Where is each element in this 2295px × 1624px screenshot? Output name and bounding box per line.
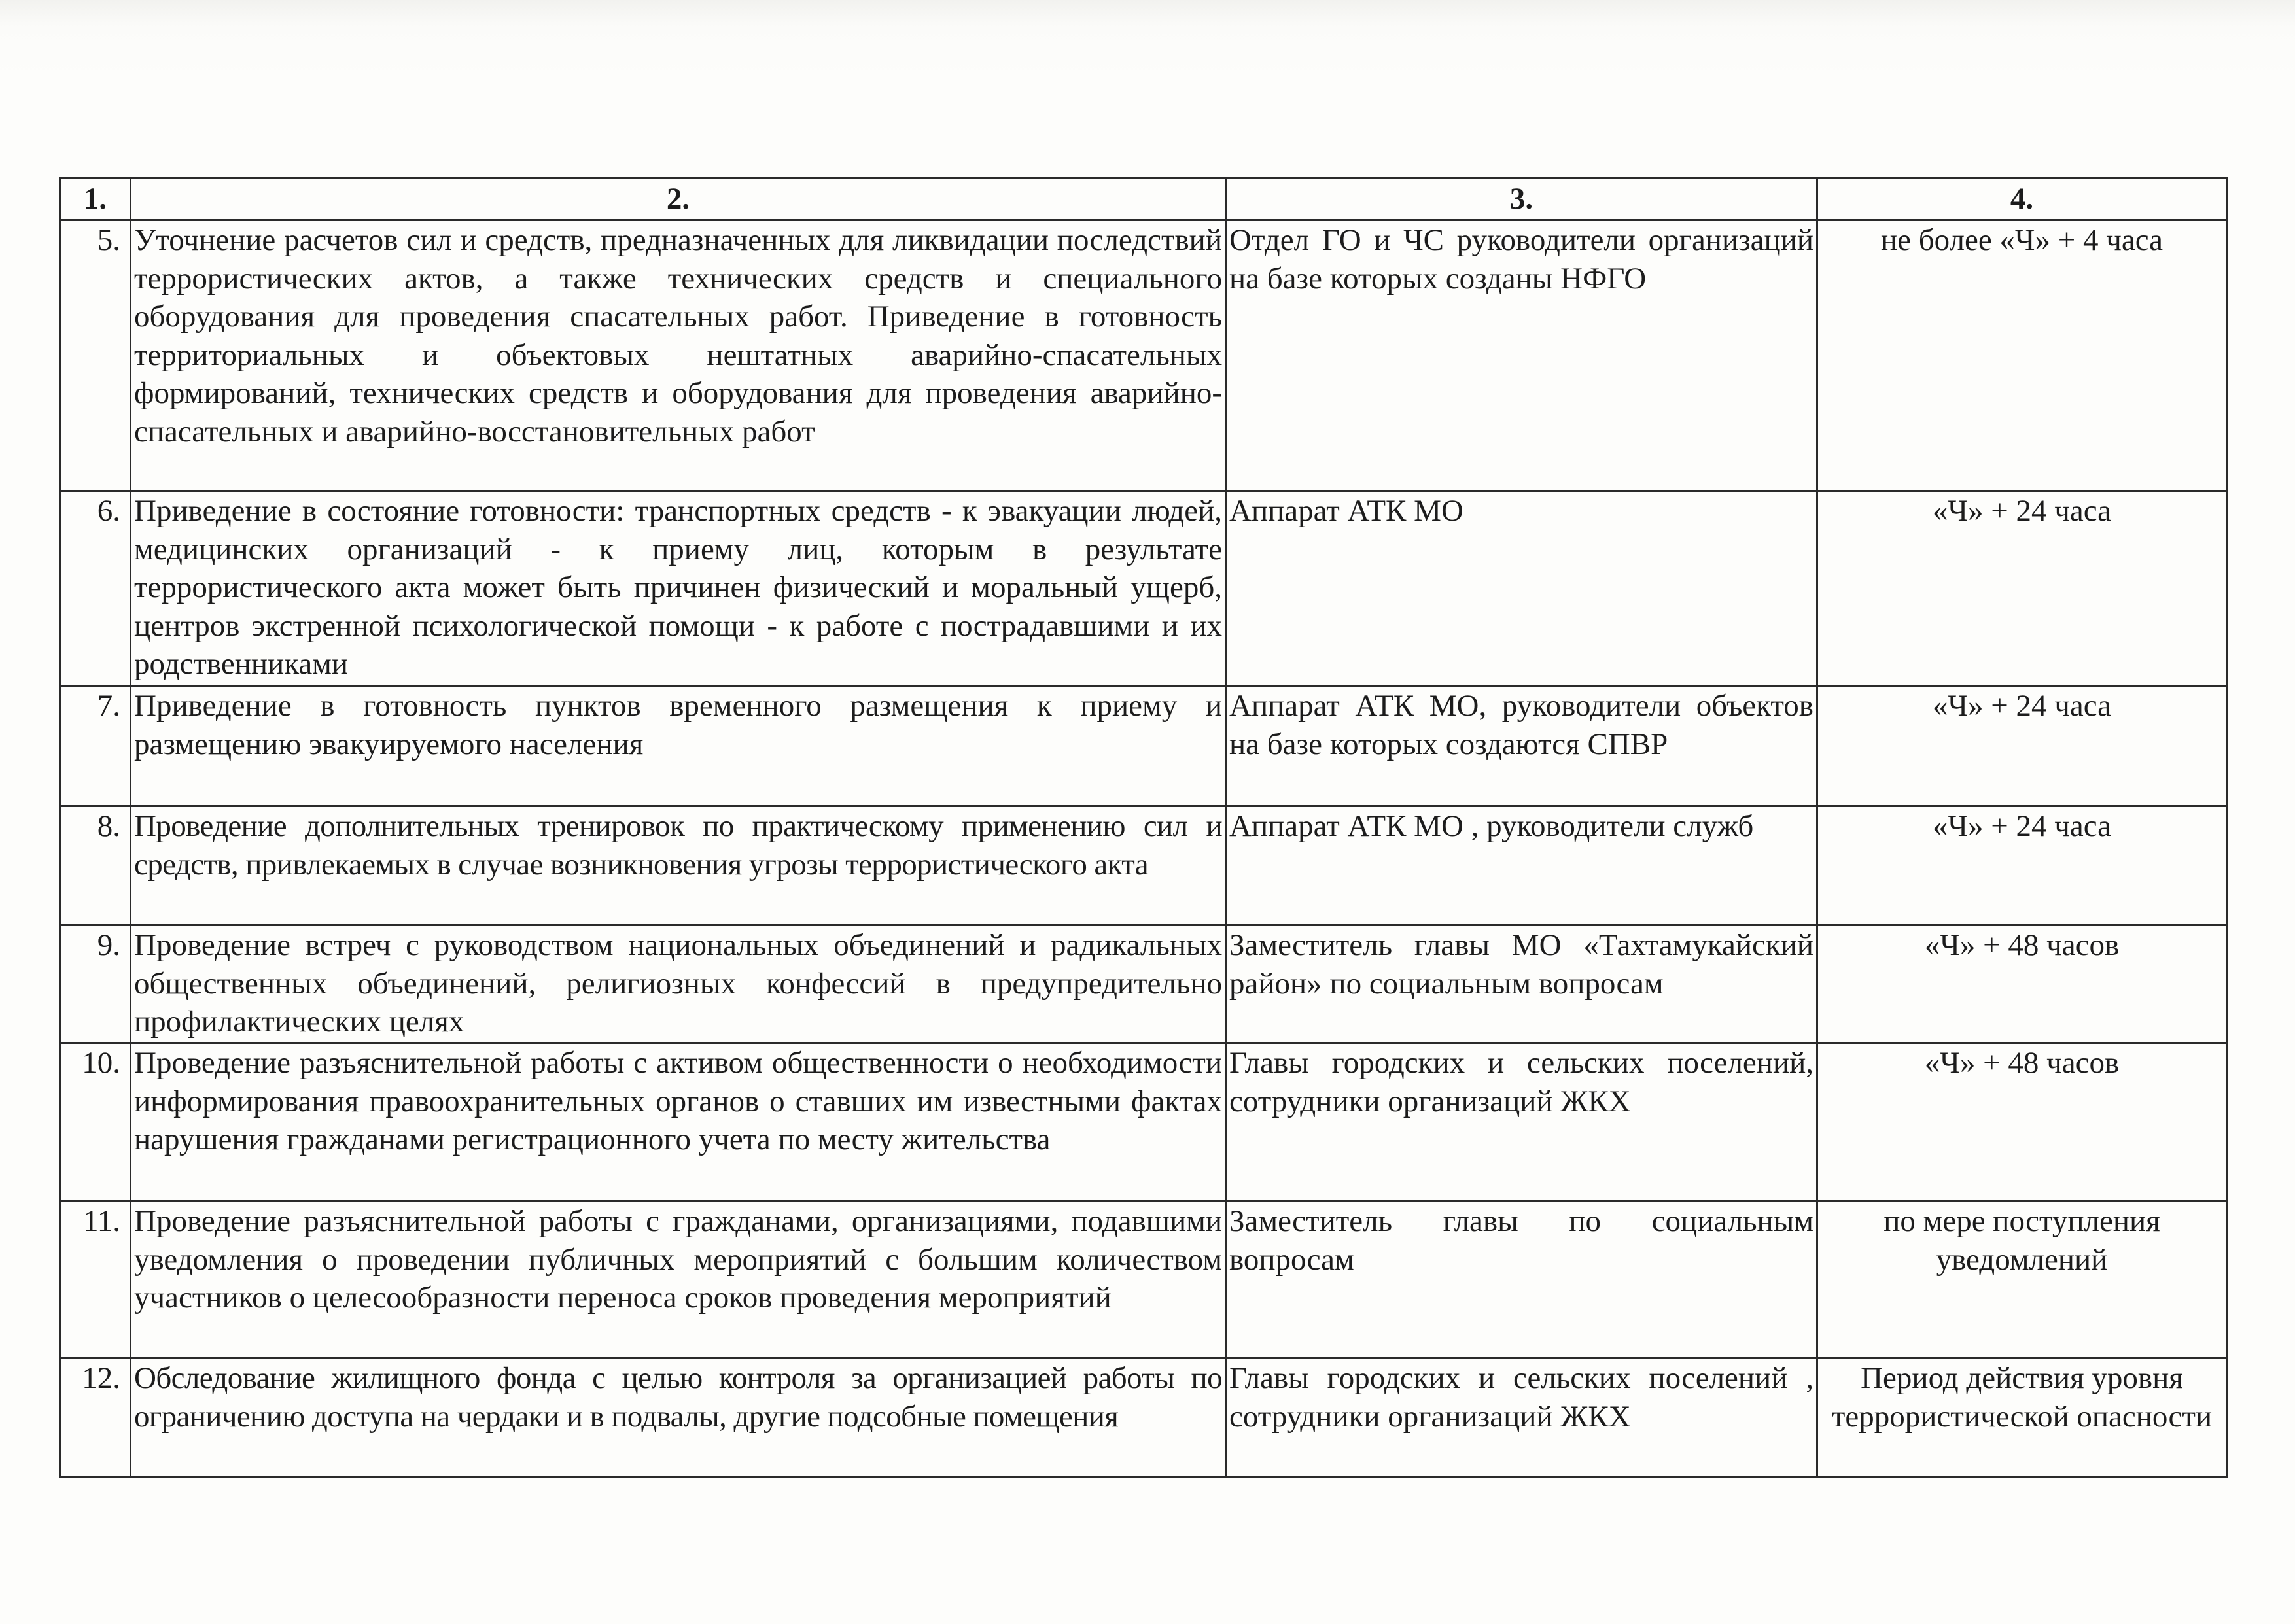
responsible-cell: Аппарат АТК МО , руководители служб xyxy=(1226,806,1817,925)
table-row xyxy=(60,220,2227,491)
task-cell: Проведение дополнительных тренировок по практическому применению сил и средств, привлекаемых в случае возникновения угрозы террористического акта xyxy=(131,806,1226,925)
table-row xyxy=(60,1201,2227,1358)
responsible-cell: Заместитель главы по социальным вопросам xyxy=(1226,1201,1817,1358)
deadline-cell: не более «Ч» + 4 часа xyxy=(1817,220,2227,491)
task-cell: Уточнение расчетов сил и средств, предназначенных для ликвидации последствий террористических актов, а также технических средств и специального оборудования для проведения спасательных работ. Приведение в готовность территориальных и объектовых нештатных аварийно-спасательных формирований, технических средств и оборудования для проведения аварийно-спасательных и аварийно-восстановительных работ xyxy=(131,220,1226,491)
task-cell: Приведение в готовность пунктов временного размещения к приему и размещению эвакуируемого населения xyxy=(131,686,1226,806)
responsible-cell: Аппарат АТК МО, руководители объектов на базе которых создаются СПВР xyxy=(1226,686,1817,806)
row-number: 10. xyxy=(60,1043,131,1201)
row-number: 8. xyxy=(60,806,131,925)
header-col-1: 1. xyxy=(60,178,131,220)
header-col-3: 3. xyxy=(1226,178,1817,220)
deadline-cell: «Ч» + 24 часа xyxy=(1817,491,2227,686)
table-row xyxy=(60,491,2227,686)
table-row xyxy=(60,1043,2227,1201)
task-cell: Обследование жилищного фонда с целью контроля за организацией работы по ограничению доступа на чердаки и в подвалы, другие подсобные помещения xyxy=(131,1358,1226,1477)
responsible-cell: Отдел ГО и ЧС руководители организаций на базе которых созданы НФГО xyxy=(1226,220,1817,491)
header-col-4: 4. xyxy=(1817,178,2227,220)
row-number: 5. xyxy=(60,220,131,491)
task-cell: Проведение разъяснительной работы с гражданами, организациями, подавшими уведомления о проведении публичных мероприятий с большим количеством участников о целесообразности переноса сроков проведения мероприятий xyxy=(131,1201,1226,1358)
table-row xyxy=(60,1358,2227,1477)
header-col-2: 2. xyxy=(131,178,1226,220)
deadline-cell: Период действия уровня террористической опасности xyxy=(1817,1358,2227,1477)
table-row xyxy=(60,806,2227,925)
deadline-cell: «Ч» + 24 часа xyxy=(1817,686,2227,806)
table-row xyxy=(60,686,2227,806)
task-cell: Приведение в состояние готовности: транспортных средств - к эвакуации людей, медицинских организаций - к приему лиц, которым в результате террористического акта может быть причинен физический и моральный ущерб, центров экстренной психологической помощи - к работе с пострадавшими и их родственниками xyxy=(131,491,1226,686)
row-number: 9. xyxy=(60,925,131,1043)
row-number: 12. xyxy=(60,1358,131,1477)
measures-table xyxy=(59,177,2228,1478)
row-number: 6. xyxy=(60,491,131,686)
task-cell: Проведение встреч с руководством национальных объединений и радикальных общественных объединений, религиозных конфессий в предупредительно профилактических целях xyxy=(131,925,1226,1043)
table-row xyxy=(60,925,2227,1043)
task-cell: Проведение разъяснительной работы с активом общественности о необходимости информирования правоохранительных органов о ставших им известными фактах нарушения гражданами регистрационного учета по месту жительства xyxy=(131,1043,1226,1201)
responsible-cell: Аппарат АТК МО xyxy=(1226,491,1817,686)
deadline-cell: «Ч» + 24 часа xyxy=(1817,806,2227,925)
row-number: 7. xyxy=(60,686,131,806)
row-number: 11. xyxy=(60,1201,131,1358)
responsible-cell: Главы городских и сельских поселений, сотрудники организаций ЖКХ xyxy=(1226,1043,1817,1201)
responsible-cell: Заместитель главы МО «Тахтамукайский район» по социальным вопросам xyxy=(1226,925,1817,1043)
responsible-cell: Главы городских и сельских поселений , сотрудники организаций ЖКХ xyxy=(1226,1358,1817,1477)
header-row xyxy=(60,178,2227,220)
deadline-cell: «Ч» + 48 часов xyxy=(1817,925,2227,1043)
deadline-cell: «Ч» + 48 часов xyxy=(1817,1043,2227,1201)
deadline-cell: по мере поступления уведомлений xyxy=(1817,1201,2227,1358)
